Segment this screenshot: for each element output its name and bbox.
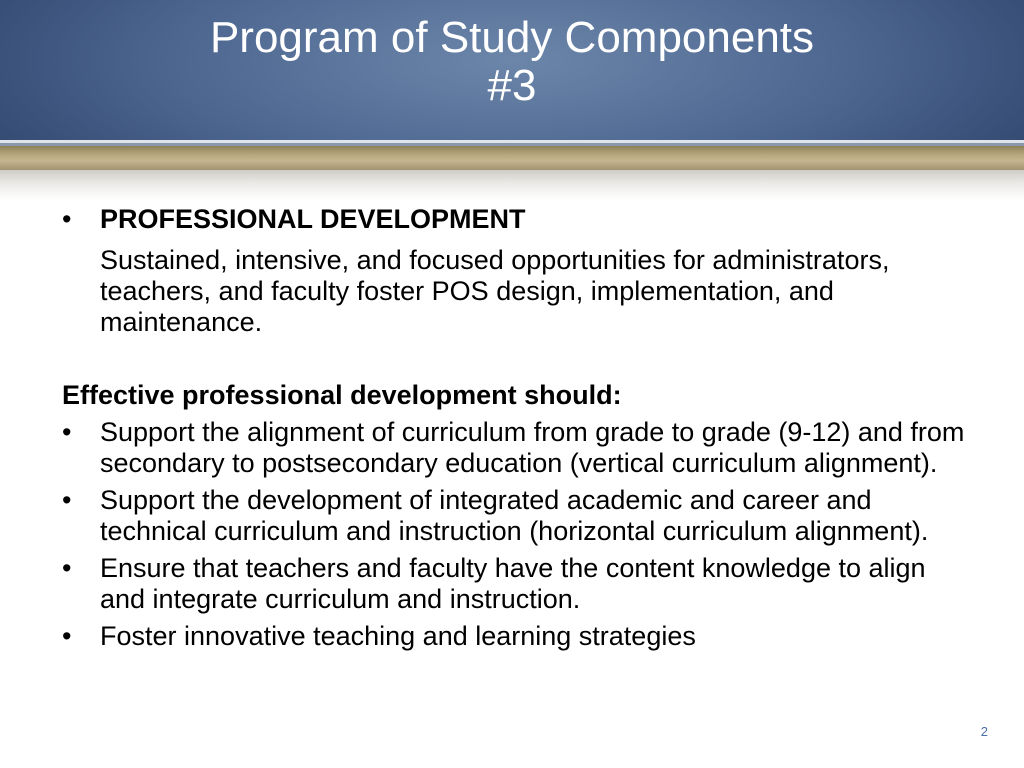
title-banner (0, 0, 1024, 140)
effective-lead-in: Effective professional development should: (62, 380, 622, 410)
list-item-text: Support the development of integrated academic and career and technical curriculum and instruction (horizontal curriculum alignment). (100, 485, 929, 546)
section-description: Sustained, intensive, and focused opportunities for administrators, teachers, and faculty foster POS design, implementation, and maintenance. (100, 245, 890, 337)
page-number: 2 (980, 724, 988, 739)
section-heading: PROFESSIONAL DEVELOPMENT (100, 204, 526, 234)
band-shadow (0, 170, 1024, 200)
bullet: • (62, 485, 72, 515)
bullet: • (62, 553, 72, 583)
list-item-text: Ensure that teachers and faculty have the content knowledge to align and integrate curriculum and instruction. (100, 553, 926, 614)
list-item-text: Foster innovative teaching and learning strategies (100, 621, 696, 651)
bullet: • (62, 417, 72, 447)
list-item-text: Support the alignment of curriculum from grade to grade (9-12) and from secondary to postsecondary education (vertical curriculum alignment). (100, 417, 965, 478)
bullet: • (62, 204, 72, 234)
bullet: • (62, 621, 72, 651)
gold-accent-band (0, 146, 1024, 170)
slide-body (62, 204, 972, 652)
list-item (62, 485, 972, 547)
slide-title: Program of Study Components #3 (209, 13, 815, 110)
list-item (62, 553, 972, 615)
section-item-professional-development (62, 204, 972, 338)
list-item (62, 417, 972, 479)
list-item (62, 621, 972, 652)
